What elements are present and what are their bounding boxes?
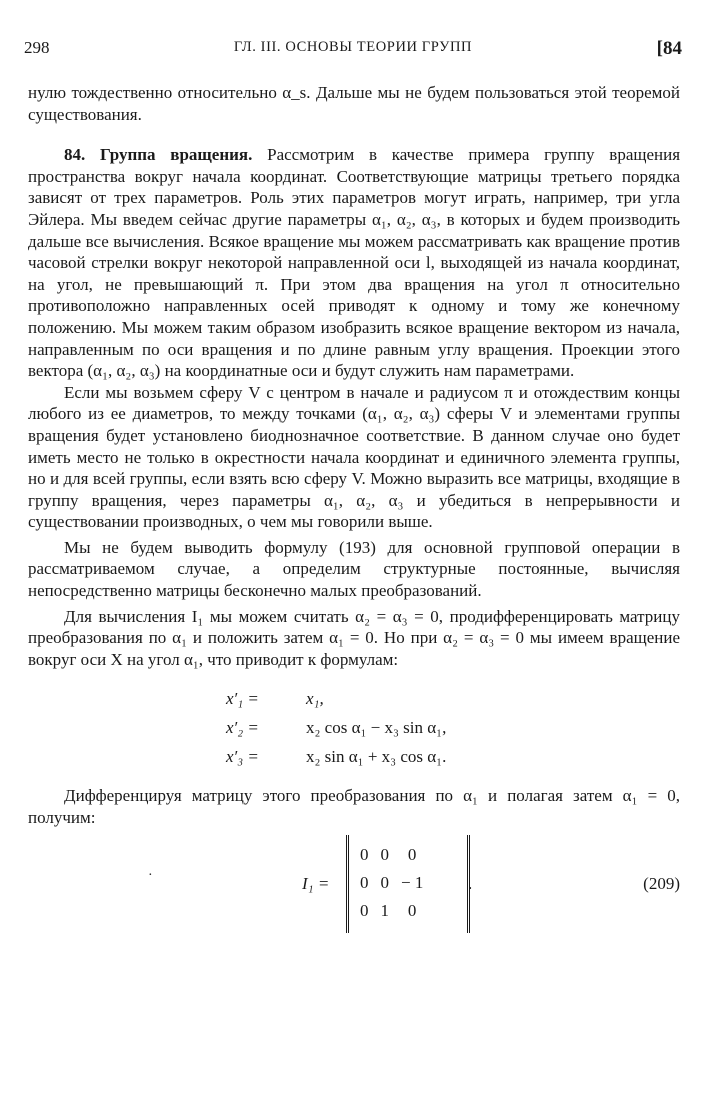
section-heading: 84. Группа вращения. [64, 145, 253, 165]
equation-row [226, 713, 680, 742]
matrix-period: . [468, 873, 473, 893]
equation-number: (209) [643, 873, 680, 893]
paragraph-continuation: нулю тождественно относительно α_s. Дальше мы не будем пользоваться этой теоремой существования. [28, 83, 680, 124]
paragraph-section-84 [28, 144, 680, 382]
section-number: [84 [656, 38, 682, 59]
page-body [28, 82, 680, 935]
matrix-row [354, 841, 429, 869]
equation-rhs: x₂ sin α₁ + x₃ cos α₁. [306, 747, 447, 767]
matrix-lhs: I₁ = [302, 873, 330, 893]
matrix-cell: 0 [380, 872, 389, 892]
equation-rhs: x₂ cos α₁ − x₃ sin α₁, [306, 718, 447, 738]
rotation-equations [226, 684, 680, 771]
paragraph-i1: Для вычисления I₁ мы можем считать α₂ = α₃ = 0, продифференцировать матрицу преобразования по α₁ и положить затем α₁ = 0. Но при α₂ = α₃ = 0 мы имеем вращение вокруг оси X на угол α₁, что приводит к формулам: [28, 606, 680, 669]
matrix-i1 [346, 835, 473, 933]
paragraph-differentiate: Дифференцируя матрицу этого преобразования по α₁ и полагая затем α₁ = 0, получим: [28, 786, 680, 828]
matrix-cell: 0 [380, 844, 389, 864]
running-header [24, 38, 682, 64]
equation-rhs: x₁, [306, 689, 324, 709]
equation-lhs: x′₂ = [226, 718, 259, 738]
matrix-cell: 0 [360, 872, 369, 892]
matrix-table [354, 841, 429, 925]
matrix-row [354, 869, 429, 897]
paragraph-structure-constants: Мы не будем выводить формулу (193) для основной групповой операции в рассматриваемом случае, а определим структурные постоянные, вычисляя непосредственно матрицы бесконечно малых преобразований. [28, 537, 680, 601]
matrix-cell: − 1 [401, 872, 424, 892]
equation-lhs: x′₃ = [226, 747, 259, 767]
equation-row [226, 742, 680, 771]
page-number: 298 [24, 38, 50, 57]
matrix-cell: 0 [360, 900, 369, 920]
paragraph-text: Рассмотрим в качестве примера группу вращения пространства вокруг начала координат. Соответствующие матрицы третьего порядка зависят от трех параметров. Роль этих параметров могут играть, например, три угла Эйлера. Мы введем сейчас другие параметры α₁, α₂, α₃, в которых и будем производить дальше все вычисления. Всякое вращение мы можем рассматривать как вращение против часовой стрелки вокруг некоторой направленной оси l, выходящей из начала координат, на угол, не превышающий π. При этом два вращения на угол π относительно противоположно направленных осей приводят к одному и тому же конечному положению. Мы можем таким образом изобразить всякое вращение вектором из начала, направленным по оси вращения и по длине равным углу вращения. Проекции этого вектора (α₁, α₂, α₃) на координатные оси и будут служить нам параметрами. [28, 145, 681, 381]
equation-lhs: x′₁ = [226, 689, 259, 709]
matrix-cell: 0 [407, 844, 417, 864]
matrix-cell: 0 [407, 900, 417, 920]
running-title: ГЛ. III. ОСНОВЫ ТЕОРИИ ГРУПП [233, 39, 473, 55]
matrix-cell: 1 [380, 900, 389, 920]
matrix-cell: 0 [360, 844, 369, 864]
paragraph-sphere: Если мы возьмем сферу V с центром в начале и радиусом π и отождествим концы любого из ее диаметров, то между точками (α₁, α₂, α₃) сферы V и элементами группы вращения будет установлено биоднозначное соответствие. В данном случае оно будет иметь место не только в окрестности начала координат и единичного элемента группы, но и для всей группы, если взять всю сферу V. Можно выразить все матрицы, входящие в группу вращения, через параметры α₁, α₂, α₃ и убедиться в непрерывности и существовании производных, о чем мы говорили выше. [28, 382, 680, 532]
matrix-row [354, 897, 429, 925]
stray-mark: · [148, 867, 153, 883]
equation-row [226, 684, 680, 713]
matrix-equation [28, 835, 680, 935]
